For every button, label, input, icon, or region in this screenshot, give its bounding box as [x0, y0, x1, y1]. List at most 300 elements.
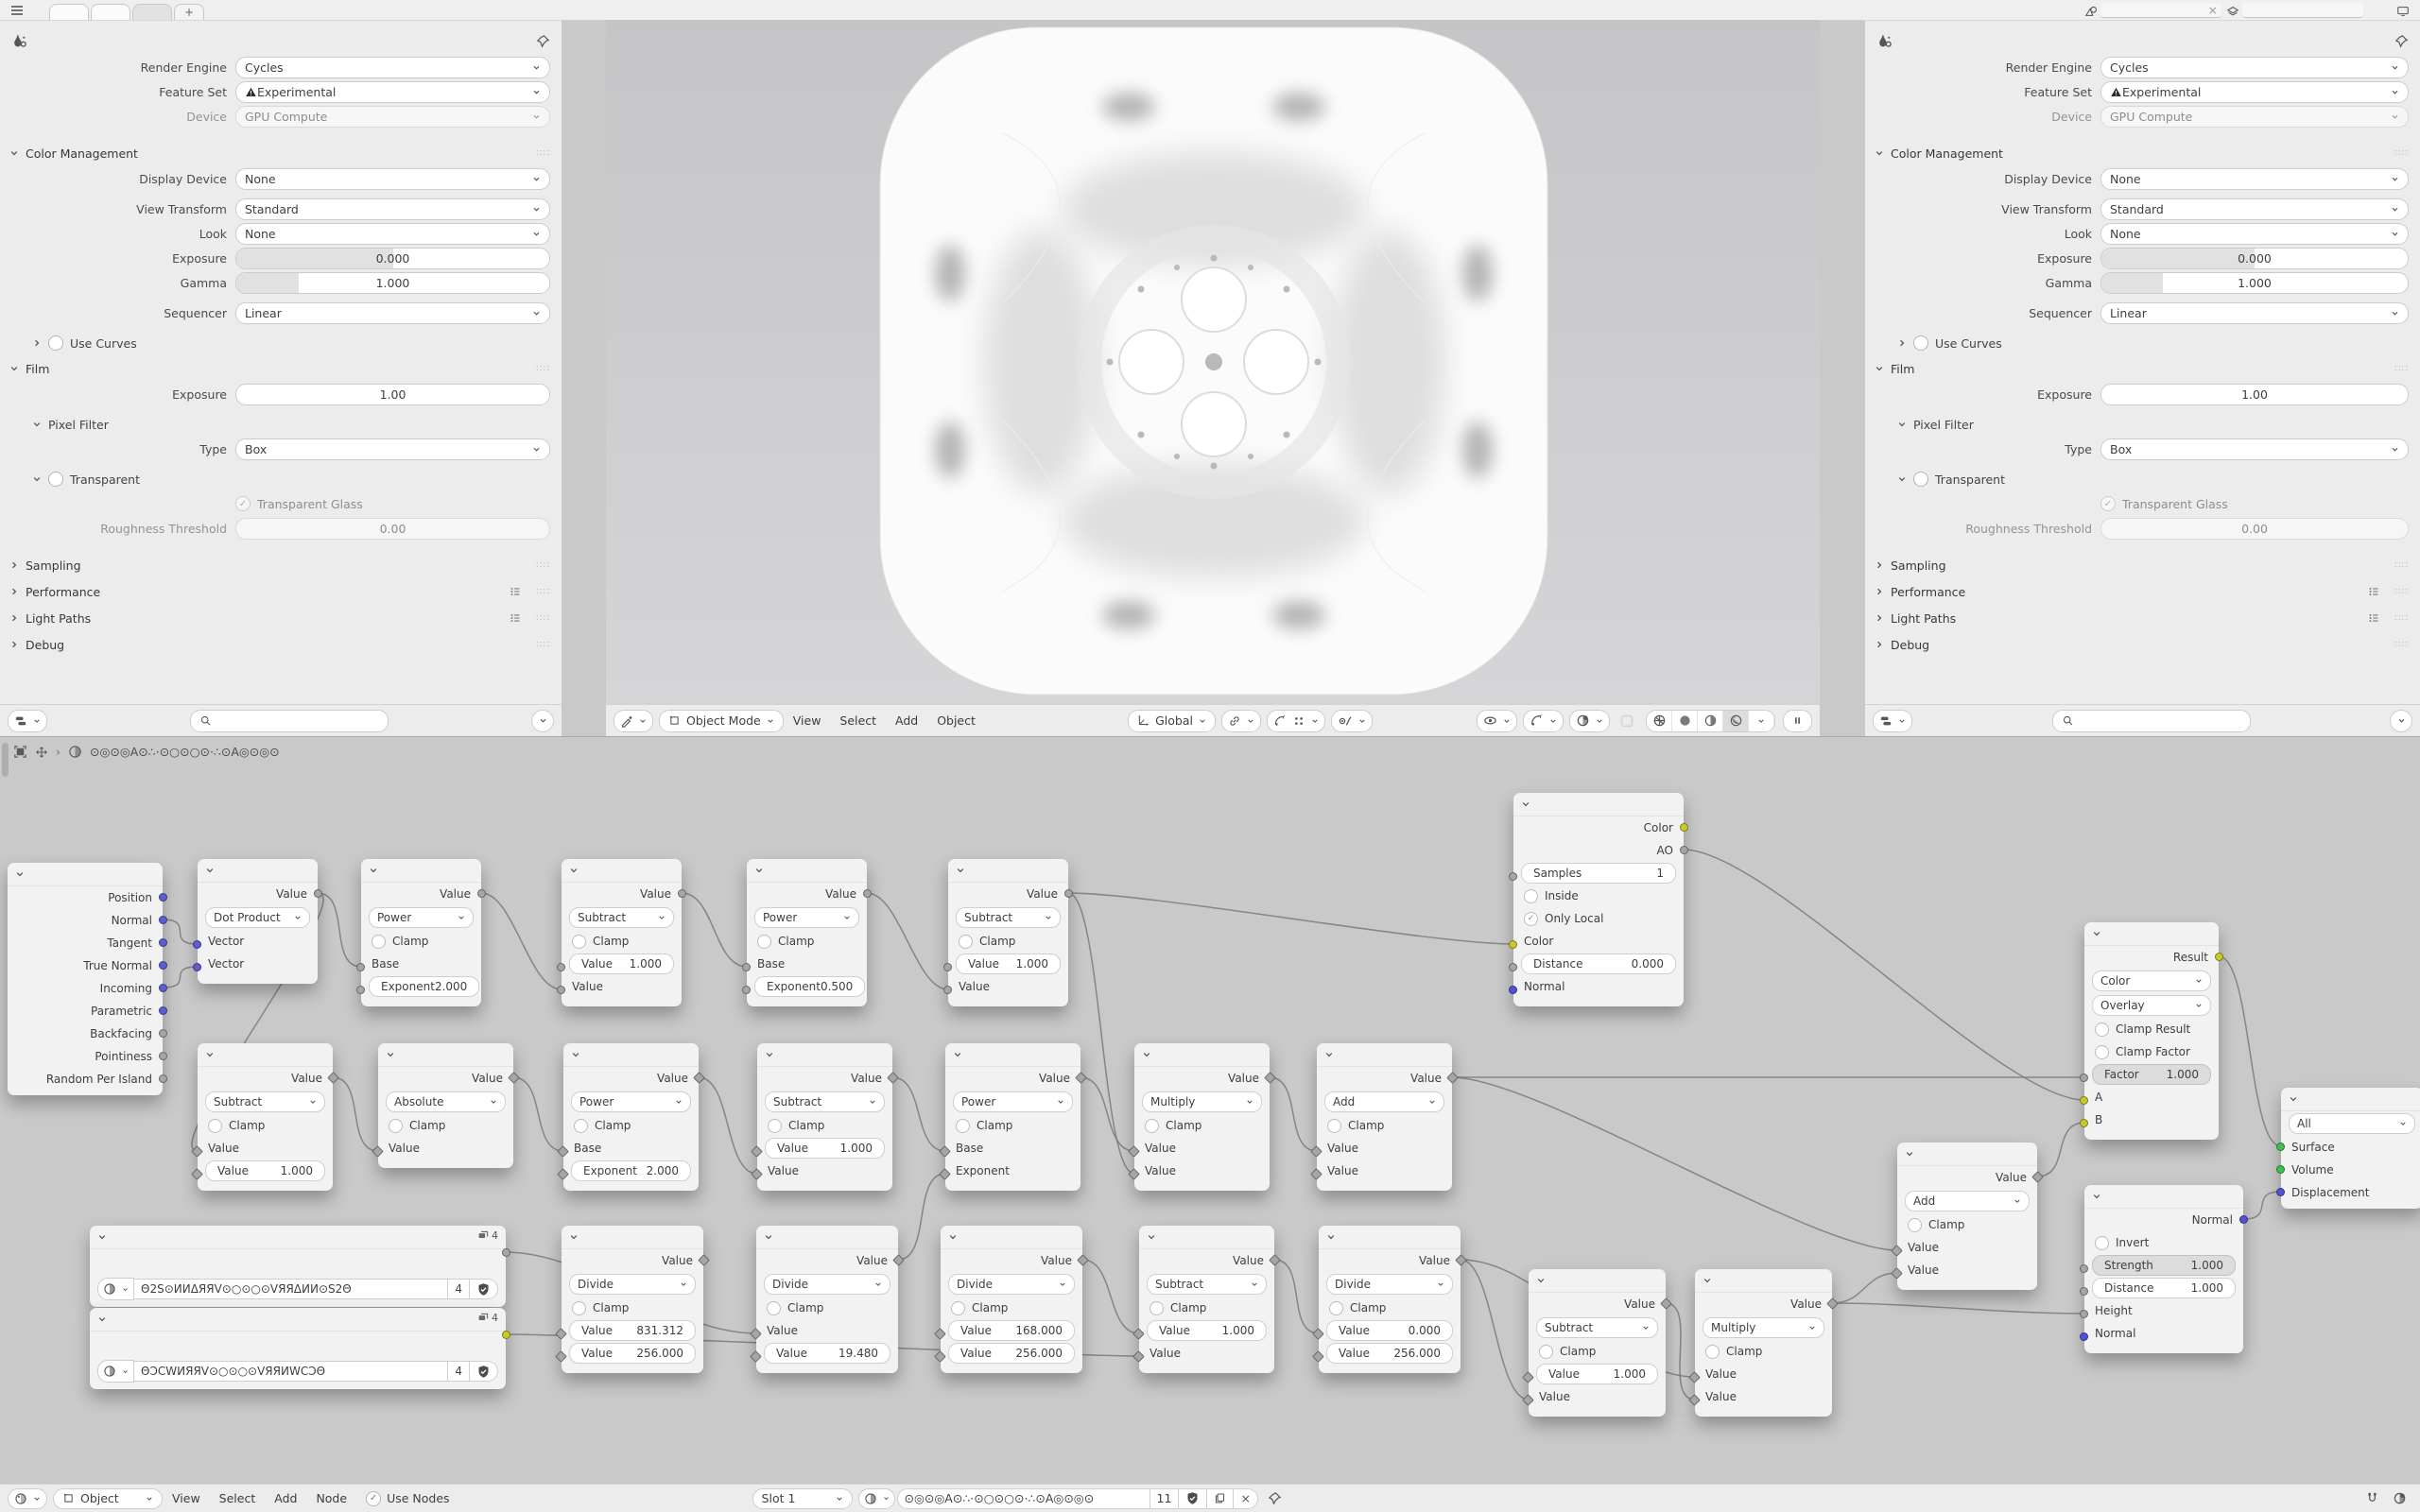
- shading-wireframe[interactable]: [1647, 711, 1672, 731]
- object-shader-icon: [62, 1492, 75, 1504]
- socket[interactable]: [502, 1331, 510, 1339]
- dropdown-display-device[interactable]: [235, 168, 550, 190]
- node-pow3[interactable]: [563, 1043, 699, 1191]
- section-sampling[interactable]: [0, 552, 562, 578]
- section-debug[interactable]: [1865, 631, 2420, 658]
- checkbox-clamp[interactable]: [208, 1119, 222, 1133]
- node-field-value[interactable]: [569, 954, 674, 974]
- socket[interactable]: [1509, 940, 1517, 949]
- group-name-field[interactable]: Θ2S⊙ИИΔЯЯV⊙○⊙○⊙VЯЯΔИИ⊙S2Θ: [134, 1279, 448, 1299]
- node-dropdown-multiply[interactable]: [1142, 1091, 1262, 1112]
- node-header[interactable]: [2281, 1088, 2420, 1111]
- datablock-icon-dropdown[interactable]: [97, 1278, 134, 1300]
- slider-exposure[interactable]: [2100, 248, 2409, 269]
- checkbox[interactable]: [1913, 472, 1928, 487]
- socket[interactable]: [159, 984, 167, 992]
- node-field-value[interactable]: [569, 1320, 696, 1341]
- node-dropdown-subtract[interactable]: [765, 1091, 885, 1112]
- checkbox-inside[interactable]: [1524, 889, 1538, 903]
- subsection-use-curves[interactable]: [1865, 331, 2420, 355]
- unlink-material-button[interactable]: ×: [1234, 1488, 1257, 1509]
- node-dropdown-divide[interactable]: [1326, 1274, 1453, 1295]
- checkbox-clamp[interactable]: [959, 935, 973, 949]
- socket[interactable]: [193, 940, 201, 949]
- checkbox-clamp[interactable]: [1329, 1301, 1343, 1315]
- use-nodes-checkbox[interactable]: [366, 1491, 449, 1506]
- socket[interactable]: [2080, 1264, 2088, 1273]
- node-dropdown-subtract[interactable]: [956, 907, 1061, 928]
- node-mult2[interactable]: [1695, 1269, 1832, 1417]
- node-mult1[interactable]: [1134, 1043, 1270, 1191]
- presets-icon[interactable]: [2367, 585, 2380, 598]
- socket[interactable]: [159, 1074, 167, 1083]
- node-div1[interactable]: [562, 1226, 703, 1373]
- checkbox-clamp[interactable]: [389, 1119, 403, 1133]
- overlays-group[interactable]: [1569, 710, 1610, 732]
- socket[interactable]: [1680, 823, 1688, 832]
- workspace-tab-active[interactable]: [132, 4, 172, 20]
- node-header[interactable]: [198, 859, 318, 883]
- node-field-value[interactable]: [948, 1320, 1075, 1341]
- socket[interactable]: [502, 1248, 510, 1257]
- slider-roughness-threshold[interactable]: [235, 518, 550, 540]
- node-header[interactable]: [90, 1226, 506, 1249]
- section-film[interactable]: [0, 355, 562, 382]
- shading-solid[interactable]: [1672, 711, 1698, 731]
- chevron-down-icon: [2195, 1002, 2203, 1009]
- node-ao[interactable]: [1513, 793, 1684, 1006]
- socket[interactable]: [1064, 889, 1073, 898]
- node-header[interactable]: [1897, 1143, 2037, 1166]
- node-header[interactable]: [941, 1226, 1082, 1249]
- dropdown-look[interactable]: [2100, 223, 2409, 245]
- node-field-row: [1513, 953, 1684, 975]
- node-field-samples[interactable]: [1521, 863, 1676, 884]
- node-dropdown-add[interactable]: [1905, 1191, 2030, 1211]
- orientation-dropdown[interactable]: [1128, 710, 1216, 732]
- node-header[interactable]: [563, 1043, 699, 1067]
- socket[interactable]: [742, 963, 751, 971]
- socket[interactable]: [1509, 872, 1517, 881]
- checkbox-transparent-glass[interactable]: ✓: [235, 496, 251, 511]
- app-menu-icon[interactable]: [8, 3, 26, 18]
- view-layer-selector[interactable]: [2242, 3, 2363, 18]
- node-field-value[interactable]: [1326, 1320, 1453, 1341]
- menu-view[interactable]: View: [172, 1491, 200, 1505]
- material-name-field[interactable]: ⊙◎⊙◎A⊙∴·⊙○⊙○⊙·∴⊙A◎⊙◎⊙: [897, 1488, 1150, 1509]
- editor-type-button[interactable]: [8, 1488, 47, 1509]
- node-header[interactable]: [361, 859, 481, 883]
- checkbox-clamp[interactable]: [768, 1119, 782, 1133]
- group-name-field[interactable]: ΘƆCWИЯЯV⊙○⊙○⊙VЯЯИWCƆΘ: [134, 1361, 448, 1382]
- snapping-icon[interactable]: [2365, 1491, 2379, 1505]
- socket[interactable]: [193, 963, 201, 971]
- node-field-distance[interactable]: [1521, 954, 1676, 974]
- node-dropdown-power[interactable]: [754, 907, 859, 928]
- socket[interactable]: [1509, 986, 1517, 994]
- node-field-value[interactable]: [1536, 1364, 1658, 1384]
- node-dropdown-add[interactable]: [1324, 1091, 1444, 1112]
- dropdown-sequencer[interactable]: [2100, 302, 2409, 324]
- slot-dropdown[interactable]: [752, 1488, 853, 1509]
- node-field-value[interactable]: [948, 1343, 1075, 1364]
- xray-toggle[interactable]: [1616, 711, 1638, 731]
- node-canvas[interactable]: [0, 737, 2420, 1484]
- socket[interactable]: [2080, 1074, 2088, 1082]
- pause-render-button[interactable]: [1783, 710, 1812, 732]
- dropdown-sequencer[interactable]: [235, 302, 550, 324]
- node-header[interactable]: [2084, 922, 2219, 946]
- checkbox[interactable]: [48, 472, 63, 487]
- node-field-value[interactable]: [1326, 1343, 1453, 1364]
- field-value: 0.000: [1408, 1324, 1441, 1337]
- node-header[interactable]: [378, 1043, 513, 1067]
- editor-type-button[interactable]: [1873, 710, 1912, 732]
- checkbox-only-local[interactable]: ✓: [1524, 912, 1538, 926]
- pin-icon[interactable]: [2394, 34, 2409, 48]
- checkbox[interactable]: ✓: [366, 1491, 381, 1506]
- socket[interactable]: [2276, 1188, 2285, 1196]
- node-sub5[interactable]: [1139, 1226, 1274, 1373]
- node-add2[interactable]: [1897, 1143, 2037, 1290]
- node-pow1[interactable]: [361, 859, 481, 1006]
- section-film[interactable]: [1865, 355, 2420, 382]
- expand-button[interactable]: [531, 710, 554, 732]
- socket[interactable]: [742, 986, 751, 994]
- dropdown-label: Dot Product: [214, 911, 281, 924]
- node-header[interactable]: [90, 1308, 506, 1332]
- slider-gamma[interactable]: [2100, 272, 2409, 294]
- scrollbar[interactable]: [2, 743, 9, 777]
- checkbox-clamp[interactable]: [951, 1301, 965, 1315]
- checkbox-clamp-factor[interactable]: [2095, 1045, 2109, 1059]
- node-field-value[interactable]: [765, 1138, 885, 1159]
- checkbox[interactable]: [48, 335, 63, 351]
- dropdown-view-transform[interactable]: [2100, 198, 2409, 220]
- checkbox[interactable]: [1913, 335, 1928, 351]
- node-header[interactable]: [1513, 793, 1684, 816]
- node-pow4[interactable]: [945, 1043, 1080, 1191]
- socket[interactable]: [2215, 953, 2223, 961]
- node-field-exponent[interactable]: [754, 976, 865, 997]
- socket[interactable]: [1509, 963, 1517, 971]
- checkbox-clamp[interactable]: [1150, 1301, 1164, 1315]
- dropdown-device[interactable]: [235, 106, 550, 128]
- chevron-icon: [32, 420, 42, 429]
- socket[interactable]: [159, 893, 167, 902]
- chevron-down-icon: [539, 716, 547, 725]
- node-header[interactable]: [2084, 1185, 2243, 1209]
- socket[interactable]: [557, 963, 565, 971]
- slider-exposure[interactable]: [235, 384, 550, 405]
- datablock-icon-dropdown[interactable]: [97, 1360, 134, 1383]
- socket[interactable]: [1680, 846, 1688, 854]
- node-dropdown-overlay[interactable]: [2092, 995, 2211, 1016]
- socket[interactable]: [2080, 1287, 2088, 1296]
- node-sub4[interactable]: [757, 1043, 892, 1191]
- pin-icon[interactable]: [536, 34, 550, 48]
- screen-icon[interactable]: [2395, 5, 2411, 18]
- socket[interactable]: [159, 916, 167, 924]
- section-color-management[interactable]: [0, 140, 562, 166]
- node-dropdown-subtract[interactable]: [1536, 1317, 1658, 1338]
- socket[interactable]: [159, 1006, 167, 1015]
- node-dropdown-subtract[interactable]: [205, 1091, 325, 1112]
- socket[interactable]: [159, 938, 167, 947]
- socket[interactable]: [863, 889, 872, 898]
- users-count[interactable]: 4: [448, 1279, 470, 1299]
- node-div4[interactable]: [1319, 1226, 1461, 1373]
- checkbox-clamp[interactable]: [1327, 1119, 1341, 1133]
- socket[interactable]: [943, 986, 952, 994]
- node-dropdown-absolute[interactable]: [386, 1091, 506, 1112]
- checkbox-clamp[interactable]: [572, 935, 586, 949]
- section-performance[interactable]: [1865, 578, 2420, 605]
- workspace-tab[interactable]: [49, 4, 89, 20]
- node-header[interactable]: [1134, 1043, 1270, 1067]
- shader-type-dropdown[interactable]: [53, 1488, 163, 1509]
- menu-select[interactable]: Select: [218, 1491, 256, 1505]
- node-header[interactable]: [756, 1226, 898, 1249]
- section-sampling[interactable]: [1865, 552, 2420, 578]
- socket[interactable]: [2080, 1119, 2088, 1127]
- dropdown-feature-set[interactable]: [235, 81, 550, 103]
- material-icon-dropdown[interactable]: [858, 1488, 895, 1509]
- section-light-paths[interactable]: [0, 605, 562, 631]
- menu-add[interactable]: Add: [894, 713, 919, 728]
- node-dropdown-multiply[interactable]: [1703, 1317, 1824, 1338]
- socket[interactable]: [2080, 1310, 2088, 1318]
- subsection-transparent[interactable]: [1865, 467, 2420, 491]
- socket[interactable]: [159, 1052, 167, 1060]
- node-header[interactable]: [8, 863, 163, 886]
- fake-user-shield-button[interactable]: [1179, 1488, 1207, 1509]
- subsection-pixel-filter[interactable]: [0, 412, 562, 437]
- chevron-down-icon: [883, 1495, 890, 1502]
- node-header[interactable]: [562, 1226, 703, 1249]
- checkbox-clamp[interactable]: [572, 1301, 586, 1315]
- viewport-3d[interactable]: [606, 20, 1820, 736]
- menu-object[interactable]: Object: [937, 713, 976, 728]
- dropdown-render-engine[interactable]: [235, 57, 550, 78]
- socket[interactable]: [943, 963, 952, 971]
- subsection-pixel-filter[interactable]: [1865, 412, 2420, 437]
- node-field-exponent[interactable]: [571, 1160, 691, 1181]
- node-mix[interactable]: [2084, 922, 2219, 1140]
- node-abs1[interactable]: [378, 1043, 513, 1168]
- node-dropdown-divide[interactable]: [569, 1274, 696, 1295]
- checkbox-clamp[interactable]: [1705, 1345, 1720, 1359]
- node-sub1[interactable]: [562, 859, 682, 1006]
- node-dropdown-subtract[interactable]: [1147, 1274, 1267, 1295]
- node-input-vector: Vector: [208, 935, 245, 948]
- slider-exposure[interactable]: [2100, 384, 2409, 405]
- checkbox-transparent-glass[interactable]: ✓: [2100, 496, 2116, 511]
- node-pow2[interactable]: [747, 859, 867, 1006]
- node-sub2[interactable]: [948, 859, 1068, 1006]
- socket[interactable]: [356, 963, 365, 971]
- node-out[interactable]: [2281, 1088, 2420, 1209]
- node-field-value[interactable]: [1147, 1320, 1267, 1341]
- node-bump[interactable]: [2084, 1185, 2243, 1353]
- node-input-a: A: [2095, 1091, 2103, 1104]
- node-header[interactable]: [1317, 1043, 1452, 1067]
- fake-user-shield-button[interactable]: [470, 1361, 498, 1382]
- shader-node-editor[interactable]: [0, 736, 2420, 1512]
- node-field-strength[interactable]: [2092, 1255, 2236, 1276]
- node-header[interactable]: [747, 859, 867, 883]
- node-header[interactable]: [1529, 1269, 1666, 1293]
- node-add1[interactable]: [1317, 1043, 1452, 1191]
- node-dropdown-power[interactable]: [953, 1091, 1073, 1112]
- checkbox-clamp[interactable]: [1908, 1218, 1922, 1232]
- dropdown-feature-set[interactable]: [2100, 81, 2409, 103]
- new-material-button[interactable]: [1207, 1488, 1234, 1509]
- shading-material-preview[interactable]: [1698, 711, 1723, 731]
- socket[interactable]: [159, 961, 167, 970]
- node-div3[interactable]: [941, 1226, 1082, 1373]
- fake-user-shield-button[interactable]: [470, 1279, 498, 1299]
- checkbox-clamp-result[interactable]: [2095, 1022, 2109, 1037]
- socket[interactable]: [678, 889, 686, 898]
- node-dropdown-all[interactable]: [2289, 1113, 2415, 1134]
- editor-type-button[interactable]: [614, 710, 653, 732]
- node-header[interactable]: [757, 1043, 892, 1067]
- subsection-use-curves[interactable]: [0, 331, 562, 355]
- node-header[interactable]: [948, 859, 1068, 883]
- node-dropdown-dot-product[interactable]: [205, 907, 310, 928]
- node-sub3[interactable]: [198, 1043, 333, 1191]
- chevron-down-icon: [2397, 716, 2406, 725]
- workspace-tab[interactable]: [91, 4, 130, 20]
- socket[interactable]: [2276, 1143, 2285, 1151]
- checkbox-clamp[interactable]: [956, 1119, 970, 1133]
- overlays-icon[interactable]: [2393, 1491, 2407, 1505]
- shading-rendered[interactable]: [1723, 711, 1749, 731]
- expand-button[interactable]: [2390, 710, 2412, 732]
- viewport-canvas[interactable]: [606, 20, 1820, 704]
- shading-options[interactable]: [1749, 711, 1774, 731]
- socket[interactable]: [557, 986, 565, 994]
- socket[interactable]: [2276, 1165, 2285, 1174]
- node-dropdown-subtract[interactable]: [569, 907, 674, 928]
- slider-roughness-threshold[interactable]: [2100, 518, 2409, 540]
- checkbox-clamp[interactable]: [757, 935, 771, 949]
- presets-icon[interactable]: [509, 611, 522, 625]
- dropdown-type[interactable]: [2100, 438, 2409, 460]
- socket[interactable]: [2080, 1332, 2088, 1341]
- dropdown-render-engine[interactable]: [2100, 57, 2409, 78]
- node-header[interactable]: [198, 1043, 333, 1067]
- material-users-count[interactable]: 11: [1150, 1488, 1180, 1509]
- section-color-management[interactable]: [1865, 140, 2420, 166]
- dropdown-type[interactable]: [235, 438, 550, 460]
- presets-icon[interactable]: [509, 585, 522, 598]
- show-gizmo-group[interactable]: [1477, 710, 1517, 732]
- node-dropdown-color[interactable]: [2092, 971, 2211, 991]
- gizmos-group[interactable]: [1523, 710, 1564, 732]
- node-geometry[interactable]: [8, 863, 163, 1095]
- dropdown-display-device[interactable]: [2100, 168, 2409, 190]
- node-field-value[interactable]: [205, 1160, 325, 1181]
- checkbox-clamp[interactable]: [767, 1301, 781, 1315]
- dropdown-look[interactable]: [235, 223, 550, 245]
- dropdown-view-transform[interactable]: [235, 198, 550, 220]
- node-dropdown-divide[interactable]: [948, 1274, 1075, 1295]
- node-grp1[interactable]: [90, 1226, 506, 1307]
- menu-select[interactable]: Select: [839, 713, 876, 728]
- presets-icon[interactable]: [2367, 611, 2380, 625]
- socket[interactable]: [356, 986, 365, 994]
- node-field-exponent[interactable]: [369, 976, 479, 997]
- node-header[interactable]: [562, 859, 682, 883]
- node-checkbox-row: Clamp: [1139, 1297, 1274, 1319]
- shading-material-preview-icon: [1703, 713, 1718, 728]
- checkbox-invert[interactable]: [2095, 1236, 2109, 1250]
- slider-gamma[interactable]: [235, 272, 550, 294]
- menu-view[interactable]: View: [792, 713, 821, 728]
- dropdown-device[interactable]: [2100, 106, 2409, 128]
- socket[interactable]: [314, 889, 322, 898]
- search-input[interactable]: [190, 710, 389, 732]
- node-dot[interactable]: [198, 859, 318, 984]
- section-light-paths[interactable]: [1865, 605, 2420, 631]
- pin-icon[interactable]: [1268, 1491, 1282, 1505]
- checkbox-clamp[interactable]: [574, 1119, 588, 1133]
- socket[interactable]: [2080, 1096, 2088, 1105]
- checkbox-clamp[interactable]: [1145, 1119, 1159, 1133]
- section-performance[interactable]: [0, 578, 562, 605]
- node-header[interactable]: [1139, 1226, 1274, 1249]
- prop-row-roughness-threshold: [0, 516, 562, 541]
- node-div2[interactable]: [756, 1226, 898, 1373]
- add-workspace-tab[interactable]: +: [174, 4, 204, 20]
- checkbox-clamp[interactable]: [372, 935, 386, 949]
- scene-selector[interactable]: ×: [2100, 3, 2221, 18]
- node-sub6[interactable]: [1529, 1269, 1666, 1417]
- node-field-value[interactable]: [764, 1343, 890, 1364]
- node-dropdown-power[interactable]: [571, 1091, 691, 1112]
- section-debug[interactable]: [0, 631, 562, 658]
- node-field-value[interactable]: [956, 954, 1061, 974]
- editor-type-button[interactable]: [8, 710, 47, 732]
- node-header[interactable]: [945, 1043, 1080, 1067]
- socket[interactable]: [477, 889, 486, 898]
- node-dropdown-power[interactable]: [369, 907, 474, 928]
- node-row: [2281, 1111, 2420, 1136]
- node-field-distance[interactable]: [2092, 1278, 2236, 1298]
- node-header[interactable]: [1319, 1226, 1461, 1249]
- checkbox-clamp[interactable]: [1539, 1345, 1553, 1359]
- socket[interactable]: [159, 1029, 167, 1038]
- mode-dropdown[interactable]: [659, 710, 784, 732]
- node-dropdown-divide[interactable]: [764, 1274, 890, 1295]
- snap-dropdown[interactable]: [1221, 710, 1261, 732]
- snap-toggle-group[interactable]: [1267, 710, 1325, 732]
- node-grp2[interactable]: [90, 1308, 506, 1389]
- socket[interactable]: [2239, 1215, 2248, 1224]
- slider-exposure[interactable]: [235, 248, 550, 269]
- menu-add[interactable]: Add: [274, 1491, 298, 1505]
- menu-node[interactable]: Node: [316, 1491, 348, 1505]
- node-header[interactable]: [1695, 1269, 1832, 1293]
- proportional-edit-group[interactable]: [1331, 710, 1373, 732]
- users-count[interactable]: 4: [448, 1361, 470, 1382]
- search-input[interactable]: [2052, 710, 2251, 732]
- node-field-value[interactable]: [569, 1343, 696, 1364]
- subsection-transparent[interactable]: [0, 467, 562, 491]
- node-field-factor[interactable]: [2092, 1064, 2211, 1085]
